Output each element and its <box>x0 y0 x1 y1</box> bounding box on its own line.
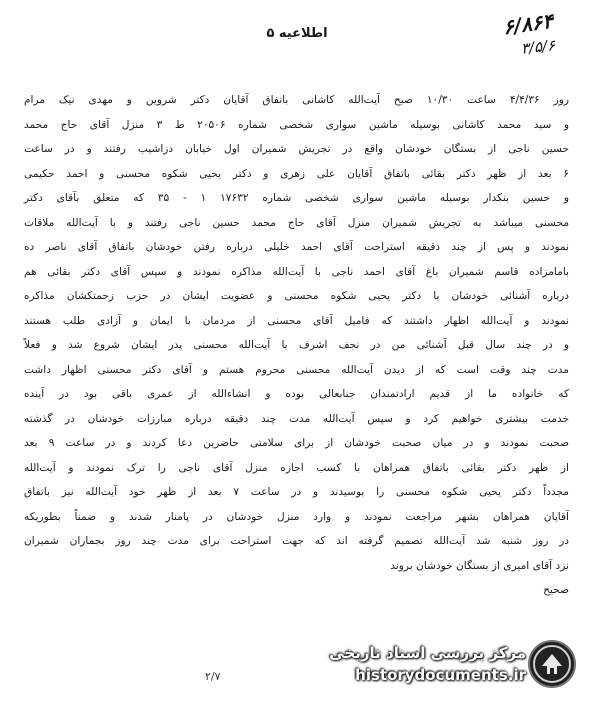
footer-mark: ۲/۷ <box>205 670 221 683</box>
body-line: مدت چند وقت است که از دیدن آیت‌الله محسنی محروم هستم و آقای دکتر محسنی اظهار داشت <box>24 363 569 376</box>
reference-date: ۳/۵/۶ <box>520 36 556 58</box>
document-title: اطلاعیه ۵ <box>266 26 328 41</box>
body-line: صحبت نمودند و در میان صحبت خودشان از برای سلامتی حاضرین دعا کردند و در ساعت ۹ بعد <box>24 437 569 449</box>
body-line: و در چند سال قبل آشنائی من در نجف اشرف با آیت‌الله محسنی پدر ایشان شروع شد و فعلاً <box>24 339 569 351</box>
body-line: درباره آشنائی خودشان با دکتر یحیی شکوه محسنی و عضویت ایشان در حزب زحمتکشان مذاکره <box>24 290 569 302</box>
body-line: محسنی میباشد به تجریش شمیران منزل آقای حاج محمد حسین ناجی رفتند و با آیت‌الله ملاقات <box>24 216 569 229</box>
archive-seal-icon <box>528 640 576 688</box>
reference-number: ۶/۸۶۴ <box>501 8 555 40</box>
body-line: ۶ بعد از ظهر دکتر بقائی باتفاق آقایان علی زهری و دکتر یحیی شکوه محسنی و احمد حکیمی <box>24 167 569 180</box>
body-line: از ظهر دکتر بقائی باتفاق همراهان با کسب اجازه منزل آقای ناجی را ترک نمودند و آیت‌الله <box>24 461 569 474</box>
body-line: آقایان همراهان بشهر مراجعت نمودند و وارد منزل خودشان در پامنار شدند و ضمناً بطوریکه <box>24 510 569 523</box>
body-line: در روز شنبه شد آیت‌الله تصمیم گرفته اند که جهت استراحت برای مدت چند روز بجماران شمیران <box>24 535 569 547</box>
body-line: که خانواده ما از قدیم ارادتمندان جنابعالی بوده و انشاءالله از عمری باقی بود در آینده <box>24 388 569 400</box>
body-line: مجدداً دکتر یحیی شکوه محسنی را بوسیدند و در ساعت ۷ بعد از ظهر خود آیت‌الله نیز باتفاق <box>24 486 569 498</box>
body-line: و حسین بنکدار بوسیله ماشین سواری شخصی شماره ۱۷۶۳۲ ۱ - ۳۵ که متعلق بآقای دکتر <box>24 192 569 204</box>
body-line: بامامزاده قاسم شمیران باغ آقای احمد ناجی با آیت‌الله مذاکره نمودند و سپس آقای دکتر بقائی هم <box>24 265 569 278</box>
body-line: و سید محمد کاشانی بوسیله ماشین سواری شخصی شماره ۲۰۵۰۶ ط ۳ منزل آقای حاج محمد <box>24 118 569 131</box>
body-line: نمودند و پس از چند دقیقه استراحت آقای احمد خلیلی درباره رفتن خودشان باتفاق آقای ناصر ده <box>24 241 569 253</box>
watermark-url: historydocuments.ir <box>355 666 526 684</box>
body-line: نمودند و آیت‌الله اظهار داشتند که فامیل آقای محسنی از مردمان با ایمان و آزادی طلب هستند <box>24 314 569 327</box>
body-line: خدمت بیشتری خواهیم کرد و سپس آیت‌الله مدت چند دقیقه درباره مبارزات خودشان در گذشته <box>24 412 569 425</box>
body-line: حسین ناجی از بستگان خودشان واقع در تجریش شمیران اول خیابان دزاشیب رفتند و در ساعت <box>24 143 569 155</box>
body-line: روز ۴/۴/۳۶ ساعت ۱۰/۳۰ صبح آیت‌الله کاشانی باتفاق آقایان دکتر شروین و مهدی نیک مرام <box>24 94 569 106</box>
body-line: نزد آقای امیری از بستگان خودشان بروند <box>390 559 569 572</box>
watermark <box>318 636 582 696</box>
closing-fragment: صحیح <box>543 584 569 596</box>
watermark-name: مرکز بررسی اسناد تاریخی <box>329 644 526 662</box>
document-body <box>24 88 569 603</box>
